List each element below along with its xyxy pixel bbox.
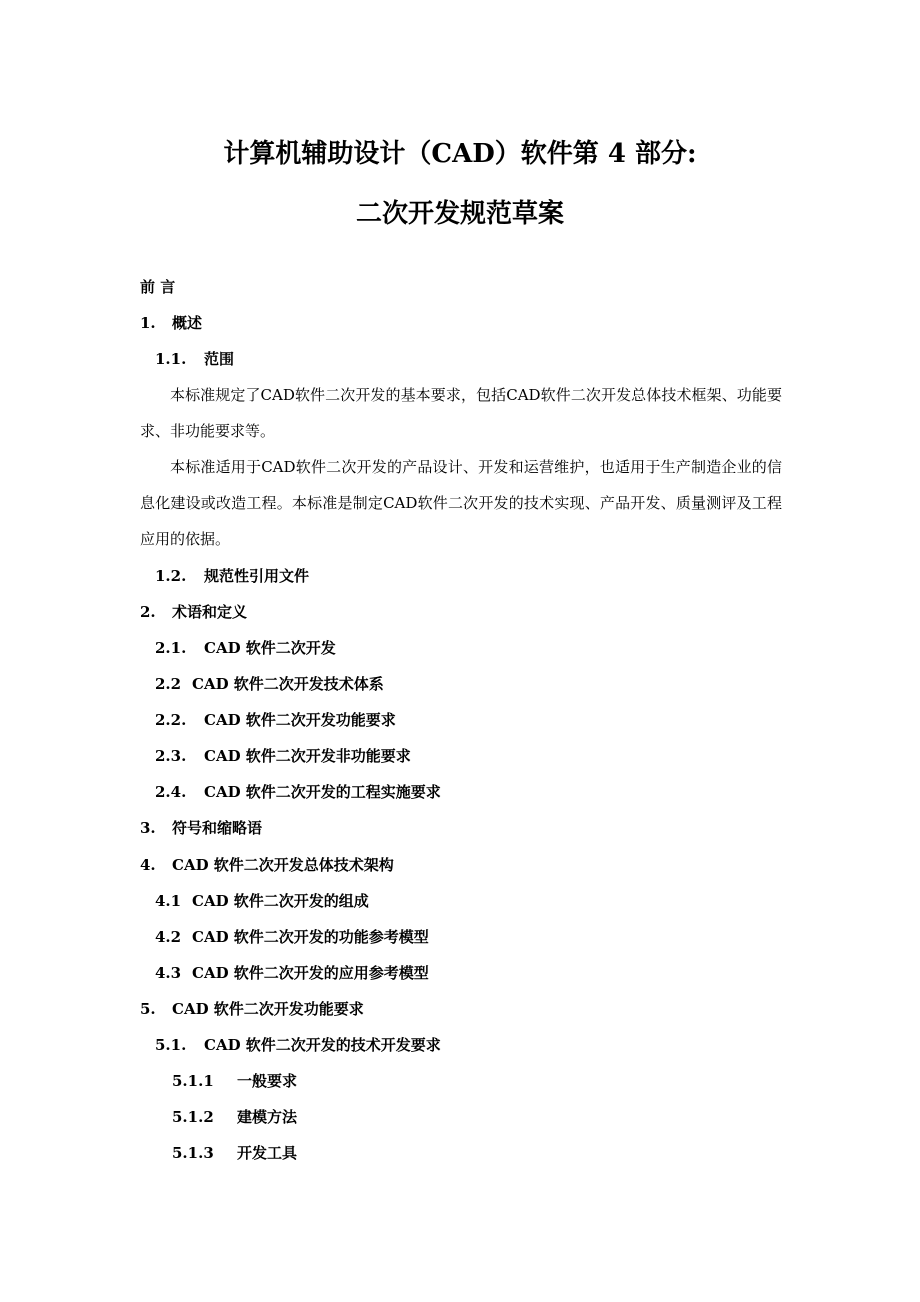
document-title-line1: 计算机辅助设计（CAD）软件第 4 部分: xyxy=(223,139,697,169)
section-title: 概述 xyxy=(172,314,203,332)
section-number: 2.1. xyxy=(155,639,187,657)
section-title: 建模方法 xyxy=(237,1108,298,1126)
section-heading xyxy=(155,891,369,911)
section-heading xyxy=(172,1071,297,1091)
document-title-line2: 二次开发规范草案 xyxy=(355,199,564,229)
section-heading xyxy=(140,313,202,333)
section-title: CAD 软件二次开发技术体系 xyxy=(192,675,384,693)
section-heading xyxy=(155,349,234,369)
section-title: CAD 软件二次开发的技术开发要求 xyxy=(204,1036,441,1054)
section-number: 1.1. xyxy=(155,350,187,368)
section-heading xyxy=(172,1107,297,1127)
section-number: 5.1.3 xyxy=(172,1144,214,1162)
section-heading xyxy=(155,927,429,947)
preface-heading: 前 言 xyxy=(140,278,176,296)
section-number: 5.1. xyxy=(155,1036,187,1054)
section-heading xyxy=(155,566,309,586)
section-number: 5.1.1 xyxy=(172,1072,214,1090)
section-heading xyxy=(155,746,411,766)
section-title: 一般要求 xyxy=(237,1072,298,1090)
section-title: CAD 软件二次开发的工程实施要求 xyxy=(204,783,441,801)
section-number: 2.4. xyxy=(155,783,187,801)
section-title: CAD 软件二次开发的应用参考模型 xyxy=(192,964,429,982)
section-number: 2.2 xyxy=(155,675,182,693)
section-title: 规范性引用文件 xyxy=(204,567,310,585)
section-number: 1.2. xyxy=(155,567,187,585)
section-heading xyxy=(155,963,429,983)
body-paragraph: 本标准适用于CAD软件二次开发的产品设计、开发和运营维护，也适用于生产制造企业的信息化建设或改造工程。本标准是制定CAD软件二次开发的技术实现、产品开发、质量测评及工程应用的依据。 xyxy=(140,458,782,548)
section-title: CAD 软件二次开发功能要求 xyxy=(172,1000,364,1018)
section-title: CAD 软件二次开发非功能要求 xyxy=(204,747,411,765)
section-title: 术语和定义 xyxy=(172,603,248,621)
section-title: CAD 软件二次开发功能要求 xyxy=(204,711,396,729)
section-heading xyxy=(155,638,336,658)
section-title: CAD 软件二次开发的组成 xyxy=(192,892,369,910)
section-number: 3. xyxy=(140,819,156,837)
section-heading xyxy=(155,710,396,730)
body-paragraph: 本标准规定了CAD软件二次开发的基本要求，包括CAD软件二次开发总体技术框架、功能要求、非功能要求等。 xyxy=(140,386,782,440)
section-number: 2. xyxy=(140,603,156,621)
section-number: 1. xyxy=(140,314,156,332)
section-title: CAD 软件二次开发总体技术架构 xyxy=(172,856,394,874)
section-title: CAD 软件二次开发的功能参考模型 xyxy=(192,928,429,946)
section-number: 5.1.2 xyxy=(172,1108,214,1126)
section-heading xyxy=(140,999,364,1019)
section-number: 4.2 xyxy=(155,928,182,946)
section-number: 2.3. xyxy=(155,747,187,765)
section-title: 开发工具 xyxy=(237,1144,298,1162)
section-heading xyxy=(172,1143,297,1163)
section-number: 4.1 xyxy=(155,892,182,910)
section-title: CAD 软件二次开发 xyxy=(204,639,336,657)
section-heading xyxy=(140,602,247,622)
section-number: 4. xyxy=(140,856,156,874)
section-heading xyxy=(140,818,262,838)
section-number: 2.2. xyxy=(155,711,187,729)
section-number: 4.3 xyxy=(155,964,182,982)
section-number: 5. xyxy=(140,1000,156,1018)
section-heading xyxy=(155,782,441,802)
section-heading xyxy=(155,1035,441,1055)
section-title: 范围 xyxy=(204,350,235,368)
section-heading xyxy=(140,855,394,875)
section-title: 符号和缩略语 xyxy=(172,819,263,837)
section-heading xyxy=(155,674,384,694)
